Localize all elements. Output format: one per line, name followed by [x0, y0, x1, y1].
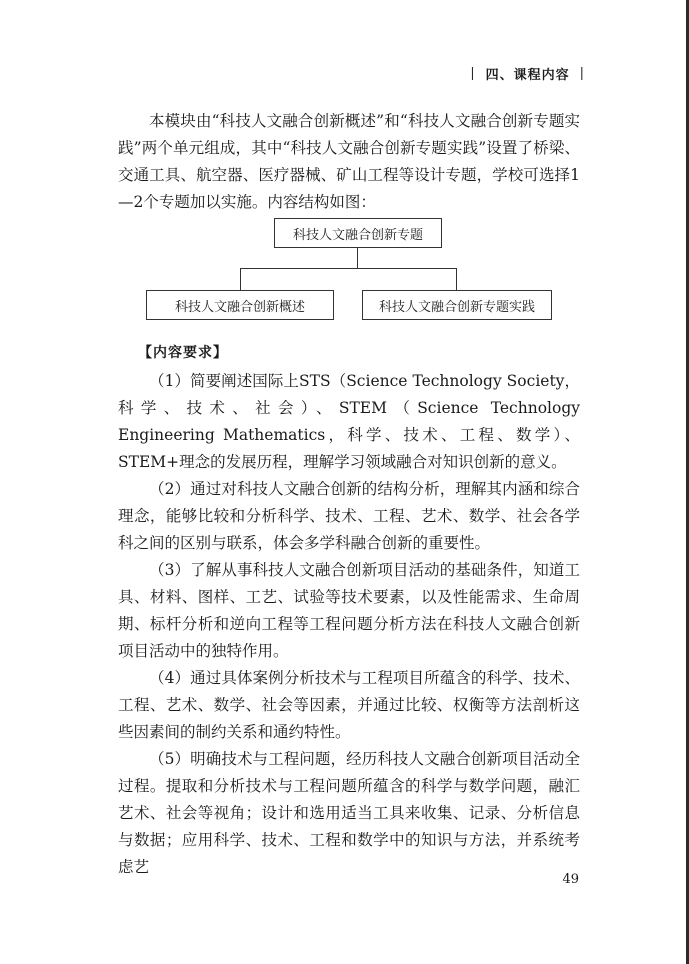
connector-vertical-right: [456, 268, 457, 290]
structure-diagram: [146, 218, 554, 322]
requirement-item: （5）明确技术与工程问题，经历科技人文融合创新项目活动全过程。提取和分析技术与工程问题所蕴含的科学与数学问题，融汇艺术、社会等视角；设计和选用适当工具来收集、记录、分析信息与数据；应用科学、技术、工程和数学中的知识与方法，并系统考虑艺: [118, 750, 580, 876]
requirement-item: （2）通过对科技人文融合创新的结构分析，理解其内涵和综合理念，能够比较和分析科学、技术、工程、艺术、数学、社会各学科之间的区别与联系，体会多学科融合创新的重要性。: [118, 480, 580, 552]
requirement-item: （3）了解从事科技人文融合创新项目活动的基础条件，知道工具、材料、图样、工艺、试验等技术要素，以及性能需求、生命周期、标杆分析和逆向工程等工程问题分析方法在科技人文融合创新项目活动中的独特作用。: [118, 561, 580, 660]
running-head-left-bar: |: [470, 66, 476, 81]
diagram-root-box: 科技人文融合创新专题: [274, 218, 442, 248]
diagram-child-box-practice: 科技人文融合创新专题实践: [362, 290, 552, 320]
diagram-child-box-overview: 科技人文融合创新概述: [146, 290, 334, 320]
running-head-right-bar: |: [579, 66, 585, 81]
connector-vertical-left: [240, 268, 241, 290]
running-head-title: 四、课程内容: [485, 68, 570, 83]
connector-vertical-root: [357, 248, 358, 269]
intro-text: [118, 108, 580, 216]
requirement-item: （4）通过具体案例分析技术与工程项目所蕴含的科学、技术、工程、艺术、数学、社会等因素，并通过比较、权衡等方法剖析这些因素间的制约关系和通约特性。: [118, 669, 580, 741]
connector-horizontal: [240, 268, 457, 269]
running-head: [470, 64, 585, 83]
intro-paragraph: 本模块由“科技人文融合创新概述”和“科技人文融合创新专题实践”两个单元组成，其中“科技人文融合创新专题实践”设置了桥梁、交通工具、航空器、医疗器械、矿山工程等设计专题，学校可选择1—2个专题加以实施。内容结构如图：: [118, 112, 580, 211]
requirements-list: [118, 368, 580, 881]
requirement-item: （1）简要阐述国际上STS（Science Technology Society，科学、技术、社会）、STEM（Science Technology Engineering Mathematics，科学、技术、工程、数学）、STEM+理念的发展历程，理解学习领域融合对知识创新的意义。: [118, 372, 580, 471]
page-number: 49: [562, 872, 579, 887]
section-heading: 【内容要求】: [138, 345, 228, 361]
